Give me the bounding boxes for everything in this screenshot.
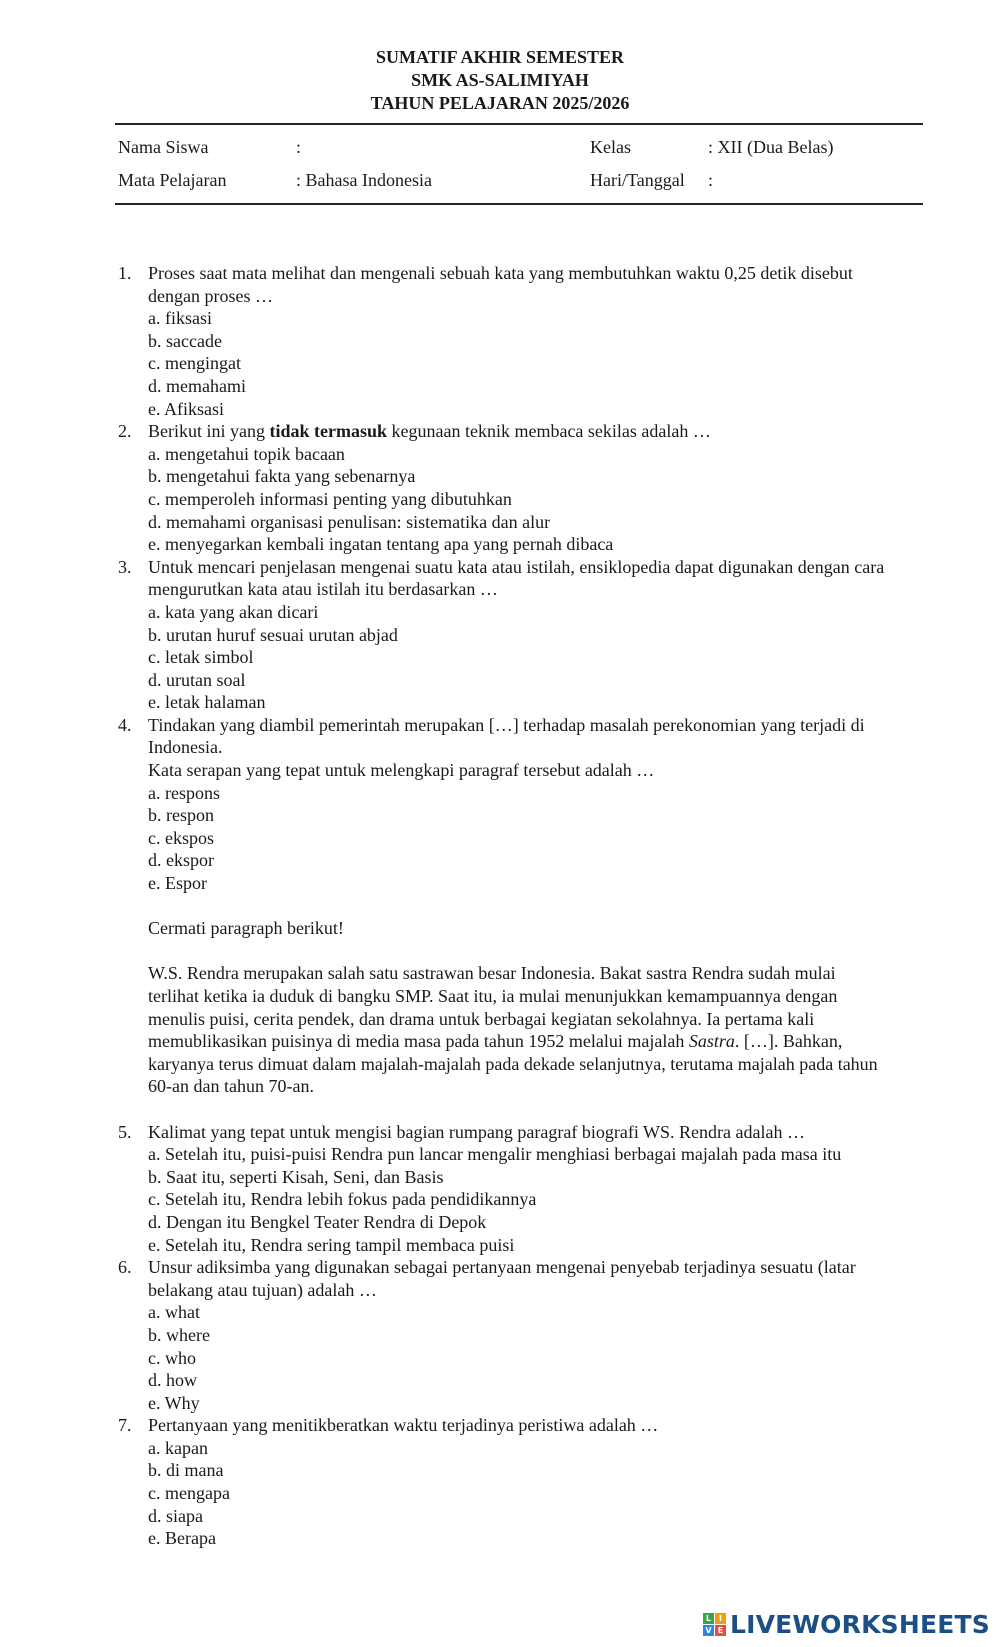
option-d[interactable]: d. how: [148, 1370, 197, 1391]
reading-passage: [118, 895, 888, 1121]
kelas-value: : XII (Dua Belas): [708, 137, 834, 157]
question-number: 7.: [118, 1415, 132, 1436]
question-number: 6.: [118, 1257, 132, 1278]
nama-siswa-label: Nama Siswa: [118, 137, 209, 157]
question-number: 4.: [118, 714, 132, 735]
question-number: 2.: [118, 421, 132, 442]
option-a[interactable]: a. fiksasi: [148, 308, 212, 329]
option-b[interactable]: b. urutan huruf sesuai urutan abjad: [148, 624, 398, 645]
option-d[interactable]: d. urutan soal: [148, 669, 246, 690]
option-c[interactable]: c. Setelah itu, Rendra lebih fokus pada pendidikannya: [148, 1189, 537, 1210]
option-b[interactable]: b. where: [148, 1324, 210, 1345]
option-c[interactable]: c. mengapa: [148, 1483, 230, 1504]
option-b[interactable]: b. mengetahui fakta yang sebenarnya: [148, 466, 416, 487]
option-d[interactable]: d. memahami organisasi penulisan: sistematika dan alur: [148, 511, 551, 532]
question-1: [118, 262, 888, 420]
nama-siswa-field[interactable]: :: [296, 137, 302, 157]
liveworksheets-logo-text: LIVEWORKSHEETS: [729, 1610, 990, 1639]
option-d[interactable]: d. memahami: [148, 375, 246, 396]
hari-tanggal-field[interactable]: :: [708, 170, 714, 190]
option-a[interactable]: a. kapan: [148, 1437, 208, 1458]
question-stem: Unsur adiksimba yang digunakan sebagai pertanyaan mengenai penyebab terjadinya sesuatu (latar belakang atau tujuan) adalah …: [148, 1257, 856, 1300]
option-a[interactable]: a. mengetahui topik bacaan: [148, 443, 345, 464]
option-b[interactable]: b. Saat itu, seperti Kisah, Seni, dan Basis: [148, 1166, 444, 1187]
options-list: [148, 1143, 888, 1256]
question-6: [118, 1256, 888, 1414]
option-b[interactable]: b. respon: [148, 805, 214, 826]
option-e[interactable]: e. letak halaman: [148, 692, 266, 713]
question-2: [118, 420, 888, 556]
options-list: [148, 443, 888, 556]
stem-emphasis: tidak termasuk: [269, 421, 387, 442]
question-stem: Proses saat mata melihat dan mengenali sebuah kata yang membutuhkan waktu 0,25 detik disebut dengan proses …: [148, 263, 853, 306]
question-list: [118, 262, 888, 895]
liveworksheets-logo: [703, 1610, 990, 1639]
option-e[interactable]: e. Setelah itu, Rendra sering tampil membaca puisi: [148, 1234, 515, 1255]
option-c[interactable]: c. who: [148, 1347, 196, 1368]
question-stem: [148, 420, 888, 443]
option-c[interactable]: c. ekspos: [148, 827, 214, 848]
question-stem: Pertanyaan yang menitikberatkan waktu terjadinya peristiwa adalah …: [148, 1415, 659, 1436]
options-list: [148, 1437, 888, 1550]
option-d[interactable]: d. Dengan itu Bengkel Teater Rendra di Depok: [148, 1211, 487, 1232]
passage-text-part: W.S. Rendra merupakan salah satu sastrawan besar Indonesia. Bakat sastra Rendra sudah mulai terlihat ketika ia duduk di bangku SMP. Saat itu, ia mulai menunjukkan kemampuannya dengan menulis puisi, cerita pendek, dan drama untuk berbagai kegiatan sekolahnya. Ia pertama kali memublikasikan puisinya di media masa pada tahun 1952 melalui majalah: [148, 963, 838, 1052]
header-school: SMK AS-SALIMIYAH: [411, 70, 589, 90]
logo-letter: V: [703, 1625, 714, 1636]
question-7: [118, 1414, 888, 1550]
passage-magazine-title: Sastra: [688, 1031, 735, 1052]
question-list: [118, 1121, 888, 1550]
mata-pelajaran-value: : Bahasa Indonesia: [296, 170, 432, 190]
option-c[interactable]: c. mengingat: [148, 353, 241, 374]
options-list: [148, 782, 888, 895]
option-d[interactable]: d. ekspor: [148, 850, 214, 871]
passage-text: [148, 962, 888, 1098]
question-number: 1.: [118, 263, 132, 283]
mata-pelajaran-label: Mata Pelajaran: [118, 170, 227, 190]
info-row-name: [118, 137, 918, 163]
passage-text-part: . […]. Bahkan, karyanya terus dimuat dalam majalah-majalah pada dekade selanjutnya, terutama majalah pada tahun 60-an dan tahun 70-an.: [148, 1031, 878, 1097]
option-b[interactable]: b. di mana: [148, 1460, 224, 1481]
question-stem: Tindakan yang diambil pemerintah merupakan […] terhadap masalah perekonomian yang terjadi di Indonesia.: [148, 714, 865, 758]
stem-text: Berikut ini yang: [148, 421, 270, 442]
option-e[interactable]: e. menyegarkan kembali ingatan tentang apa yang pernah dibaca: [148, 534, 614, 555]
question-prompt: Kata serapan yang tepat untuk melengkapi paragraf tersebut adalah …: [148, 760, 655, 781]
question-content: [118, 262, 888, 1550]
options-list: [148, 601, 888, 714]
option-e[interactable]: e. Why: [148, 1392, 200, 1413]
option-a[interactable]: a. what: [148, 1302, 200, 1323]
option-a[interactable]: a. Setelah itu, puisi-puisi Rendra pun lancar mengalir menghiasi berbagai majalah pada masa itu: [148, 1144, 842, 1165]
passage-instruction: Cermati paragraph berikut!: [148, 918, 344, 939]
question-stem: Kalimat yang tepat untuk mengisi bagian rumpang paragraf biografi WS. Rendra adalah …: [148, 1121, 805, 1142]
options-list: [148, 307, 888, 420]
info-row-subject: [118, 170, 918, 196]
header-divider-bottom: [115, 203, 923, 205]
question-3: [118, 556, 888, 714]
option-a[interactable]: a. respons: [148, 782, 220, 803]
question-number: 5.: [118, 1121, 132, 1142]
header-title: SUMATIF AKHIR SEMESTER: [375, 47, 625, 67]
kelas-label: Kelas: [590, 137, 631, 157]
logo-letter: I: [715, 1613, 726, 1624]
header-divider-top: [115, 123, 923, 125]
document-header: [0, 46, 1000, 115]
option-e[interactable]: e. Afiksasi: [148, 398, 224, 419]
options-list: [148, 1301, 888, 1414]
option-e[interactable]: e. Berapa: [148, 1528, 216, 1549]
option-b[interactable]: b. saccade: [148, 330, 222, 351]
question-5: [118, 1121, 888, 1257]
option-d[interactable]: d. siapa: [148, 1505, 203, 1526]
question-stem: Untuk mencari penjelasan mengenai suatu kata atau istilah, ensiklopedia dapat digunakan dengan cara mengurutkan kata atau istilah itu berdasarkan …: [148, 556, 885, 600]
logo-letter: E: [715, 1625, 726, 1636]
liveworksheets-logo-icon: [703, 1613, 726, 1636]
stem-text: kegunaan teknik membaca sekilas adalah …: [387, 421, 711, 442]
option-e[interactable]: e. Espor: [148, 873, 207, 894]
header-year: TAHUN PELAJARAN 2025/2026: [370, 93, 630, 113]
option-c[interactable]: c. letak simbol: [148, 647, 254, 668]
question-number: 3.: [118, 556, 132, 577]
hari-tanggal-label: Hari/Tanggal: [590, 170, 685, 190]
question-4: [118, 714, 888, 895]
logo-letter: L: [703, 1613, 714, 1624]
option-a[interactable]: a. kata yang akan dicari: [148, 601, 319, 622]
option-c[interactable]: c. memperoleh informasi penting yang dibutuhkan: [148, 488, 512, 509]
